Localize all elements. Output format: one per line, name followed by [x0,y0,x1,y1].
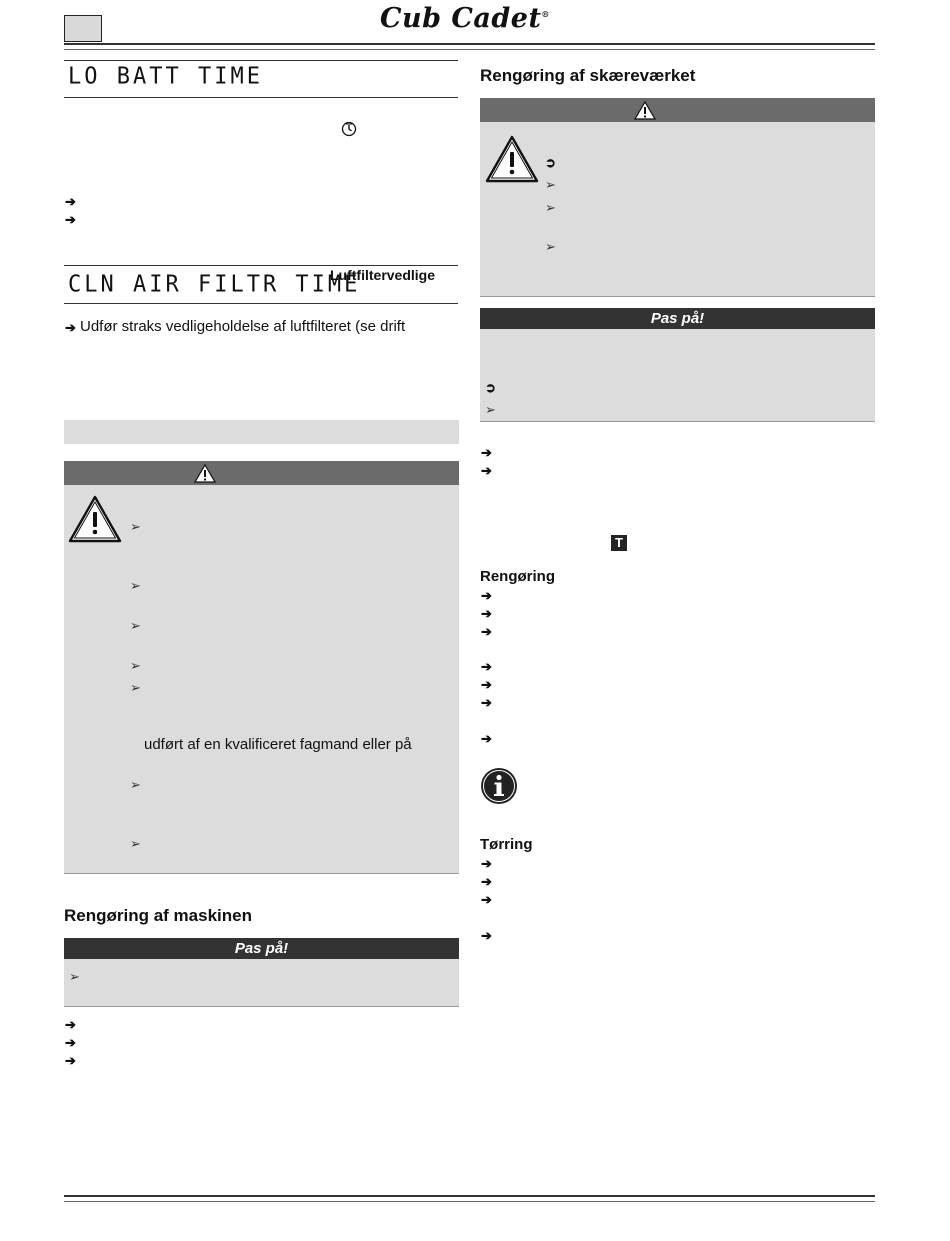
circle-arrow-icon: ➲ [545,155,556,170]
arrow-icon: ➔ [481,928,492,943]
bullet-icon: ➢ [130,578,141,593]
circle-arrow-icon: ➲ [485,380,496,395]
arrow-icon: ➔ [481,731,492,746]
arrow-icon: ➔ [481,874,492,889]
key-t-icon: T [611,535,627,551]
arrow-icon: ➔ [481,463,492,478]
info-icon [480,767,518,805]
arrow-icon: ➔ [481,606,492,621]
arrow-icon: ➔ [481,588,492,603]
rule [64,60,458,61]
page-number-box [64,15,102,42]
arrow-icon: ➔ [65,1053,76,1068]
rule [64,873,459,874]
bullet-icon: ➢ [130,777,141,792]
grey-band [64,420,459,444]
lcd-cln-air-filtr-time: CLN AIR FILTR TIME [68,271,361,298]
arrow-icon: ➔ [65,1017,76,1032]
bullet-icon: ➢ [130,680,141,695]
arrow-icon: ➔ [65,212,76,227]
air-filter-instruction: Udfør straks vedligeholdelse af luftfilteret (se drift [80,318,406,335]
warning-body [480,122,875,296]
arrow-icon: ➔ [65,320,76,335]
rule [64,303,458,304]
brand-logo: Cub Cadet® [380,3,550,34]
arrow-icon: ➔ [65,1035,76,1050]
rule [64,1006,459,1007]
header-rule [64,43,875,50]
bullet-icon: ➢ [545,200,556,215]
lcd-lo-batt-time: LO BATT TIME [68,63,263,90]
caution-body [480,329,875,421]
bullet-icon: ➢ [69,969,80,984]
arrow-icon: ➔ [481,624,492,639]
warning-header [480,98,875,122]
warning-header [64,461,459,485]
bullet-icon: ➢ [130,836,141,851]
bullet-icon: ➢ [485,402,496,417]
arrow-icon: ➔ [481,445,492,460]
section-heading-machine-cleaning: Rengøring af maskinen [64,906,252,925]
arrow-icon: ➔ [481,659,492,674]
lcd-label: Luftfiltervedlige [330,267,436,283]
section-heading-deck-cleaning: Rengøring af skæreværket [480,66,696,85]
bullet-icon: ➢ [130,658,141,673]
arrow-icon: ➔ [65,194,76,209]
subheading-cleaning: Rengøring [480,568,555,585]
warning-triangle-icon [194,464,216,483]
arrow-icon: ➔ [481,677,492,692]
bullet-icon: ➢ [130,519,141,534]
caution-body [64,959,459,1006]
footer-rule [64,1195,875,1202]
subheading-drying: Tørring [480,836,533,853]
rule [64,97,458,98]
caution-header: Pas på! [64,938,459,959]
caution-header: Pas på! [480,308,875,329]
warning-triangle-icon [68,495,122,543]
rule [64,265,458,266]
clock-icon [341,121,357,137]
warning-body [64,485,459,873]
bullet-icon: ➢ [545,177,556,192]
warning-text: udført af en kvalificeret fagmand eller på [144,736,412,753]
arrow-icon: ➔ [481,695,492,710]
rule [480,421,875,422]
arrow-icon: ➔ [481,892,492,907]
rule [480,296,875,297]
warning-triangle-icon [634,101,656,120]
arrow-icon: ➔ [481,856,492,871]
bullet-icon: ➢ [130,618,141,633]
warning-triangle-icon [485,135,539,183]
bullet-icon: ➢ [545,239,556,254]
